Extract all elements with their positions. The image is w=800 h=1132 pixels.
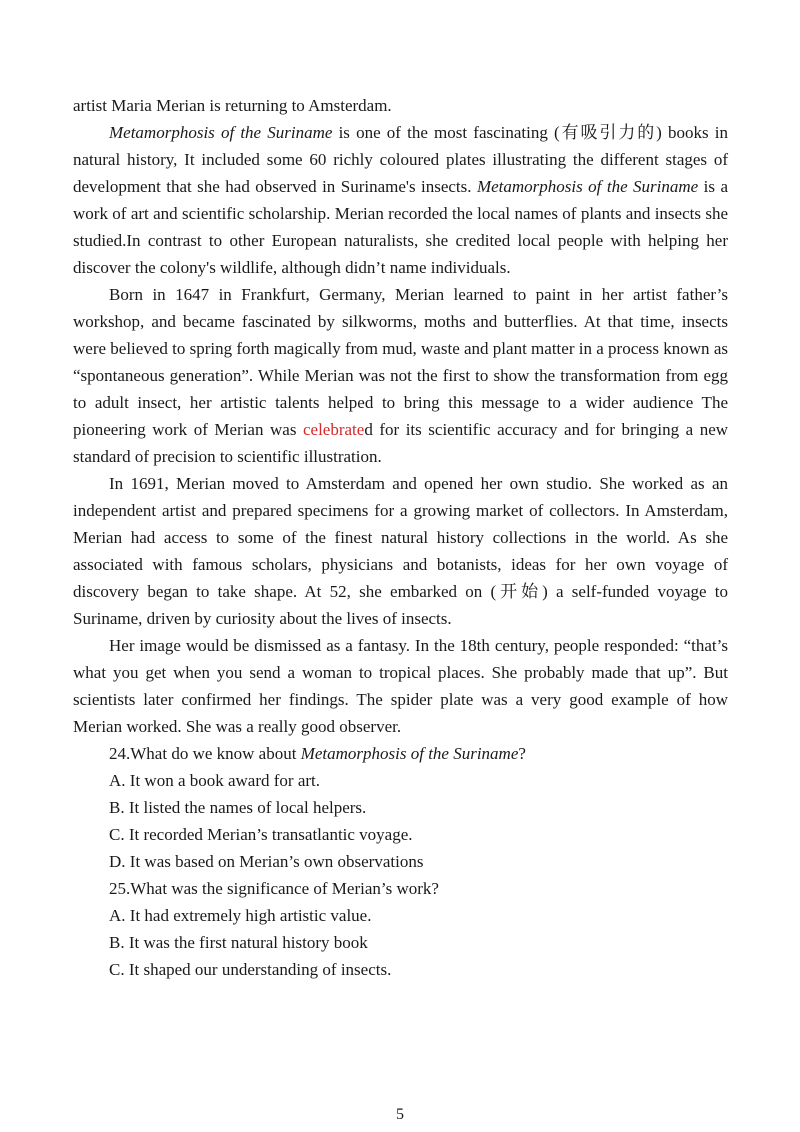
question-text: 24.What do we know about [109,744,301,763]
paragraph-metamorphosis [73,119,728,281]
paragraph-text: is one of the most fascinating (有吸引力的) books in natural history, It included some 60 richly coloured plates illustrating the different stages of development that she had observed in Suriname's insects. [73,123,728,196]
question-24-option-b: B. It listed the names of local helpers. [109,798,367,817]
paragraph-text: Born in 1647 in Frankfurt, Germany, Merian learned to paint in her artist father’s workshop, and became fascinated by silkworms, moths and butterflies. At that time, insects were believed to spring forth magically from mud, waste and plant matter in a process known as “spontaneous generation”. While Merian was not the first to show the transformation from egg to adult insect, her artistic talents helped to bring this message to a wider audience The pioneering work of Merian was [73,285,728,439]
question-24-option-a: A. It won a book award for art. [109,771,321,790]
paragraph-amsterdam: In 1691, Merian moved to Amsterdam and opened her own studio. She worked as an independent artist and prepared specimens for a growing market of collectors. In Amsterdam, Merian had access to some of the finest natural history collections in the world. As she associated with famous scholars, physicians and botanists, ideas for her own voyage of discovery began to take shape. At 52, she embarked on (开始) a self-funded voyage to Suriname, driven by curiosity about the lives of insects. [73,474,728,628]
paragraph-text: d for its scientific accuracy and for bringing a new standard of precision to scientific illustration. [73,420,729,466]
paragraph-text: is a work of art and scientific scholarship. Merian recorded the local names of plants and insects she studied.In contrast to other European naturalists, she credited local people with helping her discover the colony's wildlife, although didn’t name individuals. [73,177,728,277]
question-24-option-d: D. It was based on Merian’s own observations [109,852,424,871]
document-page [73,92,728,983]
paragraph-intro: artist Maria Merian is returning to Amsterdam. [73,96,392,115]
question-25-option-b: B. It was the first natural history book [109,933,368,952]
question-25-option-c: C. It shaped our understanding of insects. [109,960,392,979]
book-title: Metamorphosis of the Suriname [476,177,699,196]
book-title: Metamorphosis of the Suriname [300,744,519,763]
question-25-option-a: A. It had extremely high artistic value. [109,906,372,925]
question-25-stem: 25.What was the significance of Merian’s work? [109,879,439,898]
book-title: Metamorphosis of the Suriname [109,123,333,142]
question-24-option-c: C. It recorded Merian’s transatlantic voyage. [109,825,413,844]
highlighted-word: celebrate [302,420,365,439]
paragraph-reception: Her image would be dismissed as a fantasy. In the 18th century, people responded: “that’s what you get when you send a woman to tropical places. She probably made that up”. But scientists later confirmed her findings. The spider plate was a very good example of how Merian worked. She was a really good observer. [73,636,728,736]
question-text: ? [518,744,526,763]
question-24-stem [73,740,728,767]
paragraph-biography [73,281,728,470]
page-number: 5 [396,1106,404,1123]
